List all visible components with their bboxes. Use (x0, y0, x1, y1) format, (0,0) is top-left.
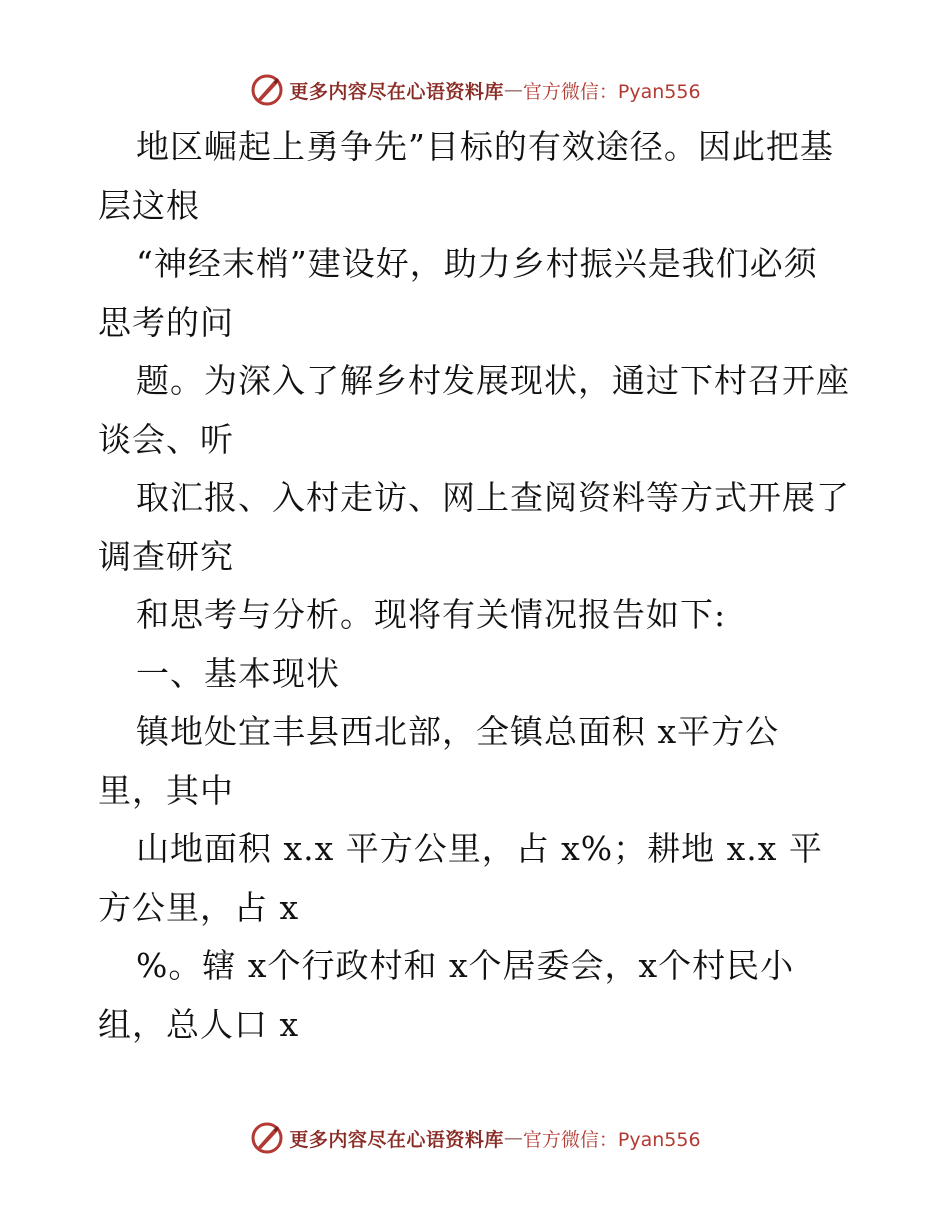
paragraph-line: 组，总人口 x (98, 1004, 300, 1044)
paragraph-line: 和思考与分析。现将有关情况报告如下: (136, 595, 727, 634)
paragraph-line: 地区崛起上勇争先”目标的有效途径。因此把基 (136, 127, 834, 166)
paragraph-line: 谈会、听 (98, 419, 234, 459)
paragraph-line: 层这根 (98, 185, 200, 225)
banner-contact: 官方微信：Pyan556 (522, 80, 701, 103)
paragraph-line: 取汇报、入村走访、网上查阅资料等方式开展了 (136, 478, 850, 517)
paragraph-line: 镇地处宜丰县西北部，全镇总面积 x平方公 (136, 712, 780, 751)
paragraph-line: 题。为深入了解乡村发展现状，通过下村召开座 (136, 361, 850, 400)
paragraph-line: %。辖 x个行政村和 x个居委会，x个村民小 (136, 946, 795, 985)
paragraph-line: 方公里，占 x (98, 887, 300, 927)
pen-logo-icon (249, 72, 285, 108)
banner-slogan: 更多内容尽在心语资料库 (289, 80, 504, 103)
document-body (98, 118, 858, 1054)
banner-contact: 官方微信：Pyan556 (522, 1128, 701, 1151)
paragraph-line: 思考的问 (98, 302, 234, 342)
banner-separator: — (503, 79, 523, 101)
header-watermark-banner (0, 70, 950, 110)
paragraph-line: 调查研究 (98, 536, 234, 576)
banner-separator: — (503, 1127, 523, 1149)
footer-watermark-banner (0, 1118, 950, 1158)
paragraph-line: “神经末梢”建设好，助力乡村振兴是我们必须 (136, 244, 818, 283)
section-heading: 一、基本现状 (136, 653, 340, 693)
paragraph-line: 里，其中 (98, 770, 234, 810)
banner-slogan: 更多内容尽在心语资料库 (289, 1128, 504, 1151)
paragraph-line: 山地面积 x.x 平方公里，占 x%；耕地 x.x 平 (136, 829, 823, 868)
pen-logo-icon (249, 1120, 285, 1156)
